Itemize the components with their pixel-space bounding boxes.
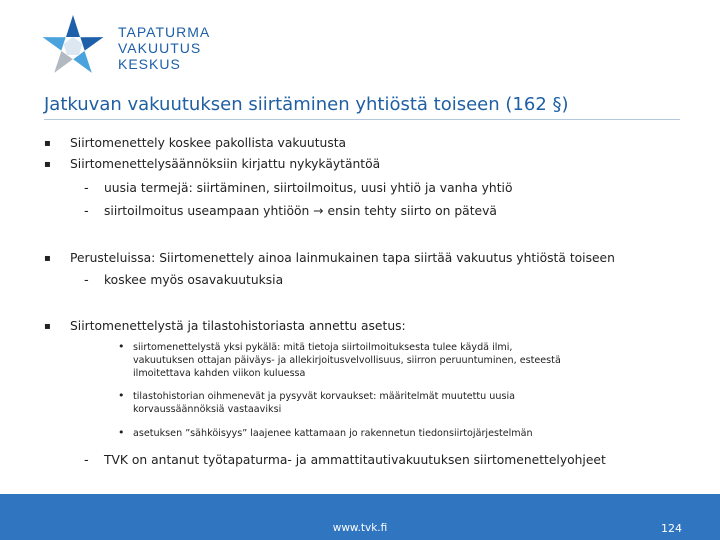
dot-bullet-icon: •	[118, 426, 125, 439]
dot-text-2-line-2: korvaussäännöksiä vastaaviksi	[133, 404, 282, 415]
bullet-text-3: Perusteluissa: Siirtomenettely ainoa lainmukainen tapa siirtää vakuutus yhtiöstä toiseen	[70, 251, 615, 265]
dot-text-1-line-2: vakuutuksen ottajan päiväys- ja allekirjoitusvelvollisuus, siirron peruuntuminen, esteestä	[133, 355, 561, 366]
dash-bullet-icon: -	[84, 273, 89, 288]
dot-text-3: asetuksen ”sähköisyys” laajenee kattamaan jo rakennetun tiedonsiirtojärjestelmän	[133, 428, 533, 439]
tvk-star-logo-icon	[38, 14, 108, 80]
sub-bullet-text-2	[104, 204, 497, 219]
bullet-text-4: Siirtomenettelystä ja tilastohistoriasta annettu asetus:	[70, 319, 406, 333]
dot-text-1-line-3: ilmoitettava kahden viikon kuluessa	[133, 368, 306, 379]
dot-text-2-line-1: tilastohistorian oihmenevät ja pysyvät korvaukset: määritelmät muutettu uusia	[133, 391, 515, 402]
sub-bullet-text-1: uusia termejä: siirtäminen, siirtoilmoitus, uusi yhtiö ja vanha yhtiö	[104, 181, 513, 195]
sub-bullet-text-2-start: siirtoilmoitus useampaan yhtiöön	[104, 204, 310, 218]
bullet-text-2: Siirtomenettelysäännöksiin kirjattu nykykäytäntöä	[70, 157, 381, 171]
title-divider	[44, 119, 680, 120]
square-bullet-icon: ▪	[44, 321, 51, 332]
sub-bullet-text-3: koskee myös osavakuutuksia	[104, 273, 284, 287]
dot-bullet-icon: •	[118, 389, 125, 402]
sub-bullet-text-2-end: ensin tehty siirto on pätevä	[327, 204, 497, 218]
logo-line-2: VAKUUTUS	[118, 40, 202, 56]
sub-bullet-text-4: TVK on antanut työtapaturma- ja ammattitautivakuutuksen siirtomenettelyohjeet	[104, 453, 606, 467]
dash-bullet-icon: -	[84, 204, 89, 219]
square-bullet-icon: ▪	[44, 159, 51, 170]
bullet-text-1: Siirtomenettely koskee pakollista vakuutusta	[70, 136, 347, 150]
page-number: 124	[661, 522, 682, 535]
logo-line-1: TAPATURMA	[118, 24, 211, 40]
dash-bullet-icon: -	[84, 453, 89, 468]
footer-url-link[interactable]: www.tvk.fi	[332, 522, 388, 534]
slide-title: Jatkuvan vakuutuksen siirtäminen yhtiöstä toiseen (162 §)	[44, 94, 569, 115]
tvk-logo	[38, 14, 228, 80]
logo-line-3: KESKUS	[118, 56, 181, 72]
logo-wordmark	[118, 24, 210, 72]
square-bullet-icon: ▪	[44, 253, 51, 264]
dot-bullet-icon: •	[118, 340, 125, 353]
right-arrow-icon: →	[313, 204, 324, 218]
dot-text-1-line-1: siirtomenettelystä yksi pykälä: mitä tietoja siirtoilmoituksesta tulee käydä ilmi,	[133, 342, 513, 353]
dash-bullet-icon: -	[84, 181, 89, 196]
square-bullet-icon: ▪	[44, 138, 51, 149]
